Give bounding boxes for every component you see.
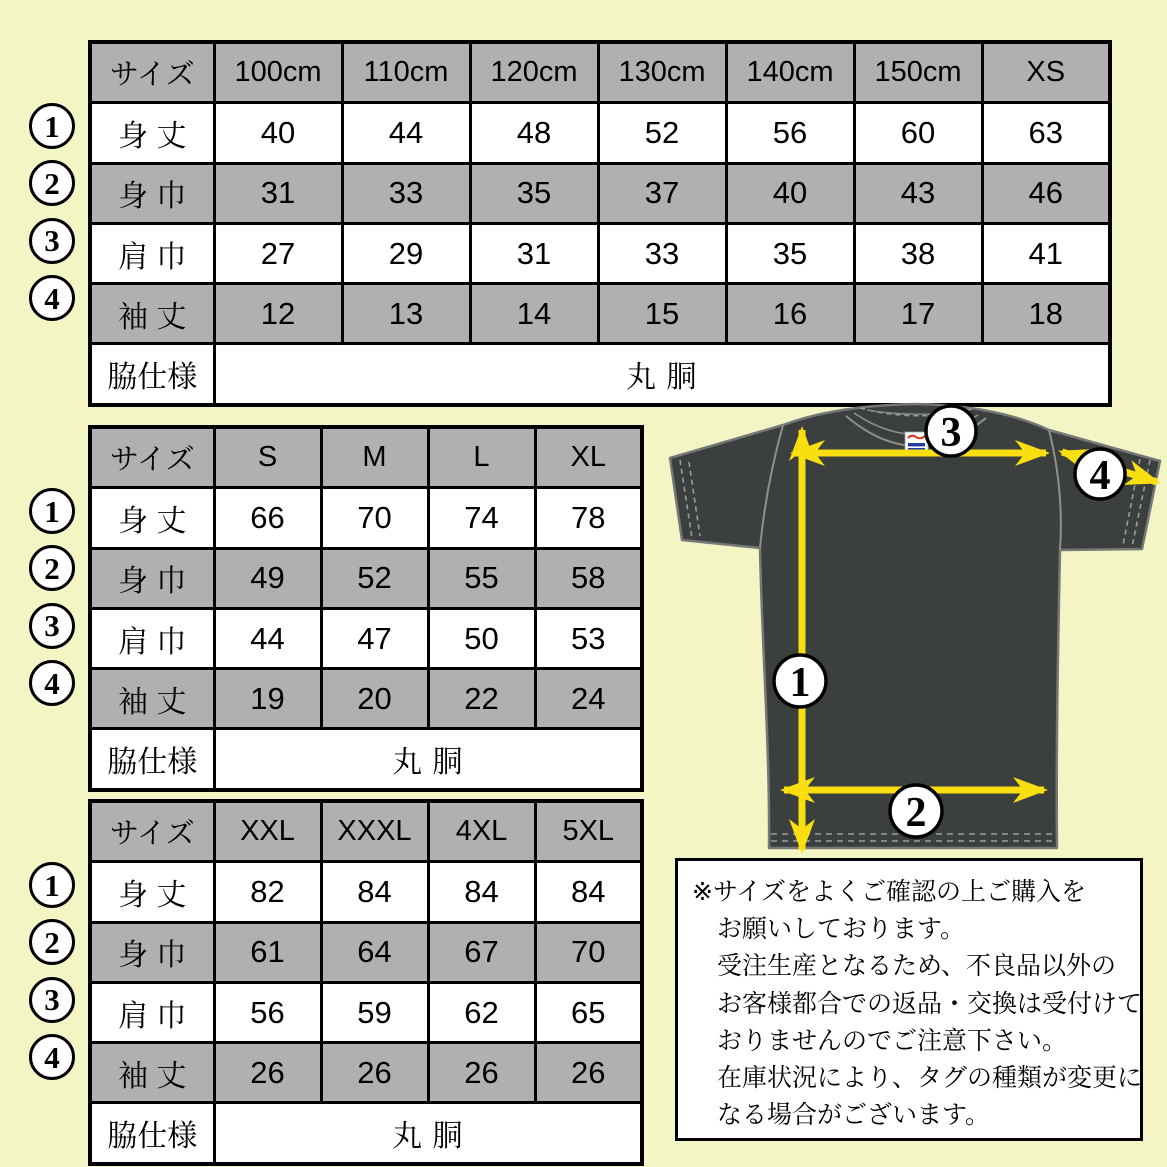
size-column-header: 120cm: [470, 42, 598, 103]
table-row: [90, 488, 642, 548]
footer-row: [90, 344, 1110, 405]
measure-value-cell: 78: [535, 488, 642, 548]
notice-line: ※サイズをよくご確認の上ご購入を: [692, 878, 1086, 906]
row-marker-circle: 3: [29, 977, 75, 1023]
measure-value-cell: 33: [598, 223, 726, 283]
row-marker-circle: 2: [29, 160, 75, 206]
measure-value-cell: 44: [342, 103, 470, 163]
measure-value-cell: 33: [342, 163, 470, 223]
row-marker-circle: 2: [29, 919, 75, 965]
measure-value-cell: 70: [535, 922, 642, 982]
notice-line: お客様都合での返品・交換は受付けて: [717, 989, 1143, 1018]
measure-value-cell: 47: [321, 608, 428, 668]
measure-label-cell: 身 巾: [90, 922, 214, 982]
measure-value-cell: 20: [321, 669, 428, 729]
notice-line: おりませんのでご注意下さい。: [717, 1026, 1068, 1055]
measure-value-cell: 58: [535, 548, 642, 608]
measure-value-cell: 26: [214, 1043, 321, 1103]
row-marker-circle: 4: [29, 275, 75, 321]
size-column-header: 100cm: [214, 42, 342, 103]
measure-value-cell: 48: [470, 103, 598, 163]
measure-label-cell: 身 巾: [90, 548, 214, 608]
marker-3: 3: [940, 410, 962, 456]
measure-value-cell: 44: [214, 608, 321, 668]
side-spec-value-cell: 丸 胴: [214, 344, 1110, 405]
table-row: [90, 284, 1110, 344]
size-header-label: サイズ: [90, 42, 214, 103]
size-table-plus: [88, 799, 644, 1166]
measure-value-cell: 55: [428, 548, 535, 608]
side-spec-label-cell: 脇仕様: [90, 1103, 214, 1164]
table-row: [90, 1043, 642, 1103]
measure-label-cell: 身 丈: [90, 103, 214, 163]
measure-value-cell: 40: [214, 103, 342, 163]
measure-value-cell: 66: [214, 488, 321, 548]
measure-value-cell: 49: [214, 548, 321, 608]
measure-value-cell: 84: [428, 862, 535, 922]
side-spec-label-cell: 脇仕様: [90, 729, 214, 790]
measure-value-cell: 35: [470, 163, 598, 223]
size-column-header: 150cm: [854, 42, 982, 103]
measure-value-cell: 13: [342, 284, 470, 344]
measure-value-cell: 50: [428, 608, 535, 668]
row-marker-circle: 2: [29, 545, 75, 591]
notice-line: 受注生産となるため、不良品以外の: [717, 952, 1117, 981]
measure-value-cell: 37: [598, 163, 726, 223]
footer-row: [90, 729, 642, 790]
measure-value-cell: 46: [982, 163, 1110, 223]
measure-value-cell: 74: [428, 488, 535, 548]
measure-label-cell: 袖 丈: [90, 669, 214, 729]
measure-value-cell: 53: [535, 608, 642, 668]
size-column-header: XXL: [214, 801, 321, 862]
measure-value-cell: 19: [214, 669, 321, 729]
measure-value-cell: 31: [470, 223, 598, 283]
measure-value-cell: 31: [214, 163, 342, 223]
measure-value-cell: 67: [428, 922, 535, 982]
measure-value-cell: 63: [982, 103, 1110, 163]
measure-value-cell: 17: [854, 284, 982, 344]
size-table-kids: [88, 40, 1112, 407]
measure-value-cell: 64: [321, 922, 428, 982]
row-marker-circle: 4: [29, 1034, 75, 1080]
footer-row: [90, 1103, 642, 1164]
row-marker-circle: 3: [29, 603, 75, 649]
measure-value-cell: 15: [598, 284, 726, 344]
table-row: [90, 163, 1110, 223]
measure-value-cell: 52: [598, 103, 726, 163]
measure-value-cell: 43: [854, 163, 982, 223]
side-spec-value-cell: 丸 胴: [214, 729, 642, 790]
measure-label-cell: 肩 巾: [90, 223, 214, 283]
table-row: [90, 862, 642, 922]
measure-label-cell: 袖 丈: [90, 284, 214, 344]
measure-label-cell: 身 丈: [90, 488, 214, 548]
notice-line: なる場合がございます。: [717, 1101, 991, 1130]
table-row: [90, 982, 642, 1042]
marker-2: 2: [905, 790, 927, 836]
row-marker-circle: 1: [29, 862, 75, 908]
measure-value-cell: 59: [321, 982, 428, 1042]
size-table-adult: [88, 425, 644, 792]
measure-value-cell: 26: [428, 1043, 535, 1103]
size-header-label: サイズ: [90, 801, 214, 862]
table-row: [90, 608, 642, 668]
row-marker-circle: 1: [29, 103, 75, 149]
marker-1: 1: [789, 660, 811, 706]
measure-value-cell: 27: [214, 223, 342, 283]
size-column-header: 110cm: [342, 42, 470, 103]
table-row: [90, 548, 642, 608]
measure-value-cell: 18: [982, 284, 1110, 344]
measure-label-cell: 肩 巾: [90, 982, 214, 1042]
size-column-header: 130cm: [598, 42, 726, 103]
measure-value-cell: 22: [428, 669, 535, 729]
measure-value-cell: 12: [214, 284, 342, 344]
row-marker-circle: 1: [29, 488, 75, 534]
size-column-header: XXXL: [321, 801, 428, 862]
measure-value-cell: 82: [214, 862, 321, 922]
table-row: [90, 922, 642, 982]
table-row: [90, 103, 1110, 163]
measure-value-cell: 65: [535, 982, 642, 1042]
size-column-header: XL: [535, 427, 642, 488]
measure-value-cell: 61: [214, 922, 321, 982]
size-column-header: 4XL: [428, 801, 535, 862]
tshirt-diagram: [663, 398, 1163, 863]
measure-value-cell: 29: [342, 223, 470, 283]
row-marker-circle: 3: [29, 218, 75, 264]
measure-value-cell: 40: [726, 163, 854, 223]
size-column-header: 5XL: [535, 801, 642, 862]
side-spec-label-cell: 脇仕様: [90, 344, 214, 405]
measure-value-cell: 60: [854, 103, 982, 163]
measure-value-cell: 56: [214, 982, 321, 1042]
measure-value-cell: 84: [535, 862, 642, 922]
notice-line: お願いしております。: [717, 915, 966, 944]
size-column-header: 140cm: [726, 42, 854, 103]
measure-value-cell: 16: [726, 284, 854, 344]
row-marker-circle: 4: [29, 660, 75, 706]
measure-value-cell: 38: [854, 223, 982, 283]
measure-value-cell: 52: [321, 548, 428, 608]
table-row: [90, 223, 1110, 283]
size-header-label: サイズ: [90, 427, 214, 488]
table-row: [90, 669, 642, 729]
purchase-notice-box: [675, 858, 1143, 1141]
measure-label-cell: 袖 丈: [90, 1043, 214, 1103]
measure-value-cell: 70: [321, 488, 428, 548]
size-column-header: L: [428, 427, 535, 488]
measure-value-cell: 84: [321, 862, 428, 922]
notice-line: 在庫状況により、タグの種類が変更に: [717, 1064, 1143, 1093]
measure-label-cell: 肩 巾: [90, 608, 214, 668]
size-column-header: S: [214, 427, 321, 488]
size-column-header: M: [321, 427, 428, 488]
measure-value-cell: 14: [470, 284, 598, 344]
side-spec-value-cell: 丸 胴: [214, 1103, 642, 1164]
measure-value-cell: 41: [982, 223, 1110, 283]
measure-label-cell: 身 巾: [90, 163, 214, 223]
marker-4: 4: [1089, 453, 1111, 499]
measure-value-cell: 62: [428, 982, 535, 1042]
size-column-header: XS: [982, 42, 1110, 103]
measure-value-cell: 24: [535, 669, 642, 729]
measure-value-cell: 26: [321, 1043, 428, 1103]
measure-value-cell: 35: [726, 223, 854, 283]
measure-label-cell: 身 丈: [90, 862, 214, 922]
measure-value-cell: 26: [535, 1043, 642, 1103]
measure-value-cell: 56: [726, 103, 854, 163]
